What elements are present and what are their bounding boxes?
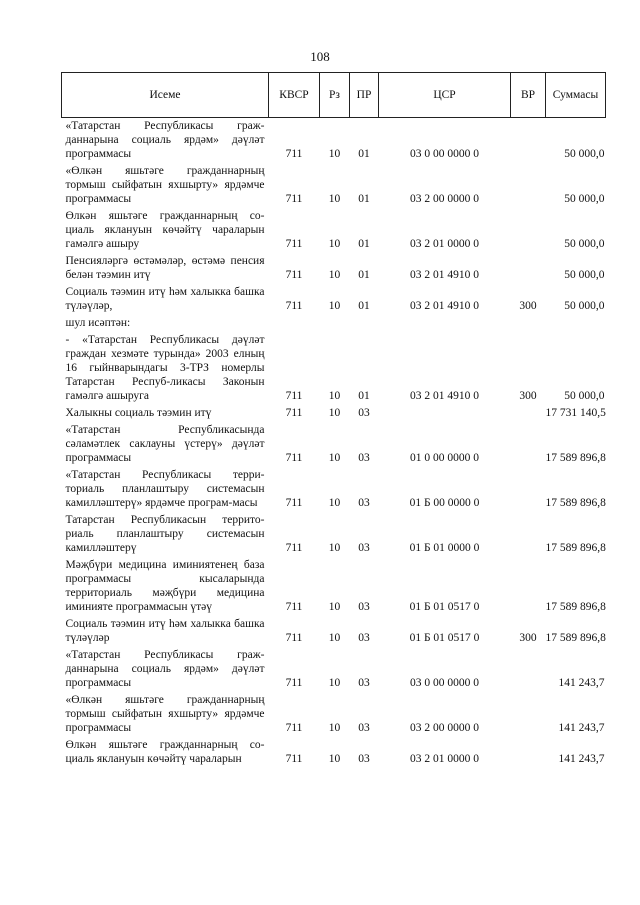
table-row [62, 208, 606, 253]
row-rz: 10 [328, 632, 341, 644]
row-rz: 10 [328, 193, 341, 205]
row-csr: 03 2 01 0000 0 [410, 238, 479, 250]
row-sum: 17 589 896,8 [545, 601, 606, 613]
table-row [62, 647, 606, 692]
table-row [62, 557, 606, 616]
row-kvsr: 711 [285, 497, 303, 509]
table-row [62, 616, 606, 647]
row-sum: 141 243,7 [558, 753, 605, 765]
table-row [62, 692, 606, 737]
row-sum: 17 731 140,5 [545, 407, 606, 419]
row-rz: 10 [328, 722, 341, 734]
row-rz: 10 [328, 753, 341, 765]
row-kvsr: 711 [285, 390, 303, 402]
row-sum: 17 589 896,8 [545, 542, 606, 554]
row-vr [511, 737, 546, 768]
row-csr: 03 0 00 0000 0 [410, 677, 479, 689]
row-name: Татарстан Республикасын террито-риаль планлаштыру системасын камилләштерү [65, 514, 265, 554]
table-row [62, 315, 606, 332]
row-pr: 03 [358, 677, 370, 689]
table-row [62, 332, 606, 405]
table-body [62, 118, 606, 769]
row-sum: 17 589 896,8 [545, 497, 606, 509]
row-pr [350, 315, 379, 332]
header-rz: Рз [320, 73, 350, 118]
row-rz: 10 [328, 238, 341, 250]
row-vr [511, 163, 546, 208]
row-kvsr: 711 [285, 148, 303, 160]
row-pr: 01 [358, 300, 370, 312]
row-vr: 300 [519, 390, 537, 402]
row-name: Өлкән яшьтәге гражданнарның со-циаль яклануын көчәйтү чараларын гамәлгә ашыру [65, 210, 265, 250]
row-csr: 03 2 01 0000 0 [410, 753, 479, 765]
row-sum [546, 315, 606, 332]
row-sum: 17 589 896,8 [545, 452, 606, 464]
row-vr [511, 692, 546, 737]
row-csr: 03 2 01 4910 0 [410, 269, 479, 281]
table-header [62, 73, 606, 118]
row-rz: 10 [328, 497, 341, 509]
row-kvsr: 711 [285, 632, 303, 644]
table-row [62, 422, 606, 467]
row-name: шул исәптән: [65, 317, 131, 329]
row-rz: 10 [328, 601, 341, 613]
row-csr: 01 Б 01 0517 0 [409, 601, 480, 613]
row-pr: 03 [358, 407, 370, 419]
row-kvsr: 711 [285, 677, 303, 689]
row-name: «Өлкән яшьтәге гражданнарның тормыш сыйфатын яхшырту» ярдәмче программасы [65, 165, 265, 205]
row-vr [511, 315, 546, 332]
row-vr [511, 467, 546, 512]
row-name: «Өлкән яшьтәге гражданнарның тормыш сыйфатын яхшырту» ярдәмче программасы [65, 694, 265, 734]
row-vr [511, 118, 546, 164]
row-rz: 10 [328, 452, 341, 464]
row-csr [379, 315, 511, 332]
row-csr: 01 Б 01 0000 0 [409, 542, 480, 554]
row-rz: 10 [328, 300, 341, 312]
row-csr: 01 Б 00 0000 0 [409, 497, 480, 509]
row-rz: 10 [328, 542, 341, 554]
row-vr: 300 [519, 632, 537, 644]
table-row [62, 737, 606, 768]
row-name: «Татарстан Республикасы терри-ториаль планлаштыру системасын камилләштерү» ярдәмче програм-масы [65, 469, 265, 509]
row-csr: 03 2 00 0000 0 [410, 193, 479, 205]
row-vr [511, 253, 546, 284]
row-kvsr: 711 [285, 193, 303, 205]
row-kvsr [269, 315, 320, 332]
row-pr: 03 [358, 722, 370, 734]
row-kvsr: 711 [285, 269, 303, 281]
row-name: Өлкән яшьтәге гражданнарның со-циаль яклануын көчәйтү чараларын [65, 739, 265, 765]
row-kvsr: 711 [285, 601, 303, 613]
row-rz: 10 [328, 148, 341, 160]
row-vr [511, 647, 546, 692]
row-sum: 50 000,0 [564, 148, 605, 160]
row-rz: 10 [328, 390, 341, 402]
row-kvsr: 711 [285, 407, 303, 419]
row-csr [379, 405, 511, 422]
row-name: Мәҗбүри медицина иминиятенең база программасы кысаларында территориаль мәҗбүри медицина иминияте программасын үтәү [65, 559, 265, 613]
table-row [62, 512, 606, 557]
row-pr: 01 [358, 390, 370, 402]
table-row [62, 284, 606, 315]
row-csr: 03 0 00 0000 0 [410, 148, 479, 160]
header-kvsr: КВСР [269, 73, 320, 118]
row-pr: 03 [358, 632, 370, 644]
budget-table [61, 72, 606, 768]
row-name: Халыкны социаль тәэмин итү [65, 407, 212, 419]
row-sum: 50 000,0 [564, 300, 605, 312]
page-number: 108 [310, 49, 330, 64]
header-name: Исеме [62, 73, 269, 118]
row-name: - «Татарстан Республикасы дәүләт граждан хезмәте турында» 2003 елның 16 гыйнварындагы 3-ТРЗ номерлы Татарстан Респуб-ликасы Законын гамәлгә ашыруга [65, 334, 265, 402]
row-kvsr: 711 [285, 542, 303, 554]
row-pr: 03 [358, 452, 370, 464]
table-row [62, 405, 606, 422]
row-pr: 03 [358, 601, 370, 613]
table-row [62, 118, 606, 164]
header-vr: ВР [511, 73, 546, 118]
row-kvsr: 711 [285, 238, 303, 250]
row-rz: 10 [328, 407, 341, 419]
row-vr: 300 [519, 300, 537, 312]
row-csr: 03 2 01 4910 0 [410, 390, 479, 402]
row-vr [511, 512, 546, 557]
row-pr: 03 [358, 753, 370, 765]
table-row [62, 163, 606, 208]
row-rz [320, 315, 350, 332]
row-name: Пенсияләргә өстәмәләр, өстәмә пенсия белән тәэмин итү [65, 255, 265, 281]
row-pr: 01 [358, 269, 370, 281]
row-vr [511, 208, 546, 253]
row-kvsr: 711 [285, 722, 303, 734]
row-name: «Татарстан Республикасы граж-даннарына социаль ярдәм» дәүләт программасы [65, 120, 265, 160]
row-pr: 03 [358, 497, 370, 509]
row-vr [511, 557, 546, 616]
row-csr: 03 2 01 4910 0 [410, 300, 479, 312]
row-sum: 50 000,0 [564, 238, 605, 250]
row-name: «Татарстан Республикасы граж-даннарына социаль ярдәм» дәүләт программасы [65, 649, 265, 689]
row-sum: 50 000,0 [564, 193, 605, 205]
header-csr: ЦСР [379, 73, 511, 118]
row-kvsr: 711 [285, 753, 303, 765]
row-sum: 17 589 896,8 [545, 632, 606, 644]
table-row [62, 467, 606, 512]
row-csr: 01 0 00 0000 0 [410, 452, 479, 464]
row-vr [511, 405, 546, 422]
row-sum: 141 243,7 [558, 722, 605, 734]
row-pr: 01 [358, 193, 370, 205]
row-name: «Татарстан Республикасында сәламәтлек саклауны үстерү» дәүләт программасы [65, 424, 265, 464]
row-pr: 03 [358, 542, 370, 554]
header-sum: Суммасы [546, 73, 606, 118]
row-name: Социаль тәэмин итү һәм халыкка башка түләүләр, [65, 286, 265, 312]
header-pr: ПР [350, 73, 379, 118]
row-name: Социаль тәэмин итү һәм халыкка башка түләүләр [65, 618, 265, 644]
table-row [62, 253, 606, 284]
row-kvsr: 711 [285, 300, 303, 312]
row-csr: 01 Б 01 0517 0 [409, 632, 480, 644]
row-vr [511, 422, 546, 467]
row-csr: 03 2 00 0000 0 [410, 722, 479, 734]
row-sum: 50 000,0 [564, 269, 605, 281]
row-pr: 01 [358, 148, 370, 160]
row-kvsr: 711 [285, 452, 303, 464]
row-pr: 01 [358, 238, 370, 250]
row-sum: 141 243,7 [558, 677, 605, 689]
row-rz: 10 [328, 269, 341, 281]
row-rz: 10 [328, 677, 341, 689]
row-sum: 50 000,0 [564, 390, 605, 402]
